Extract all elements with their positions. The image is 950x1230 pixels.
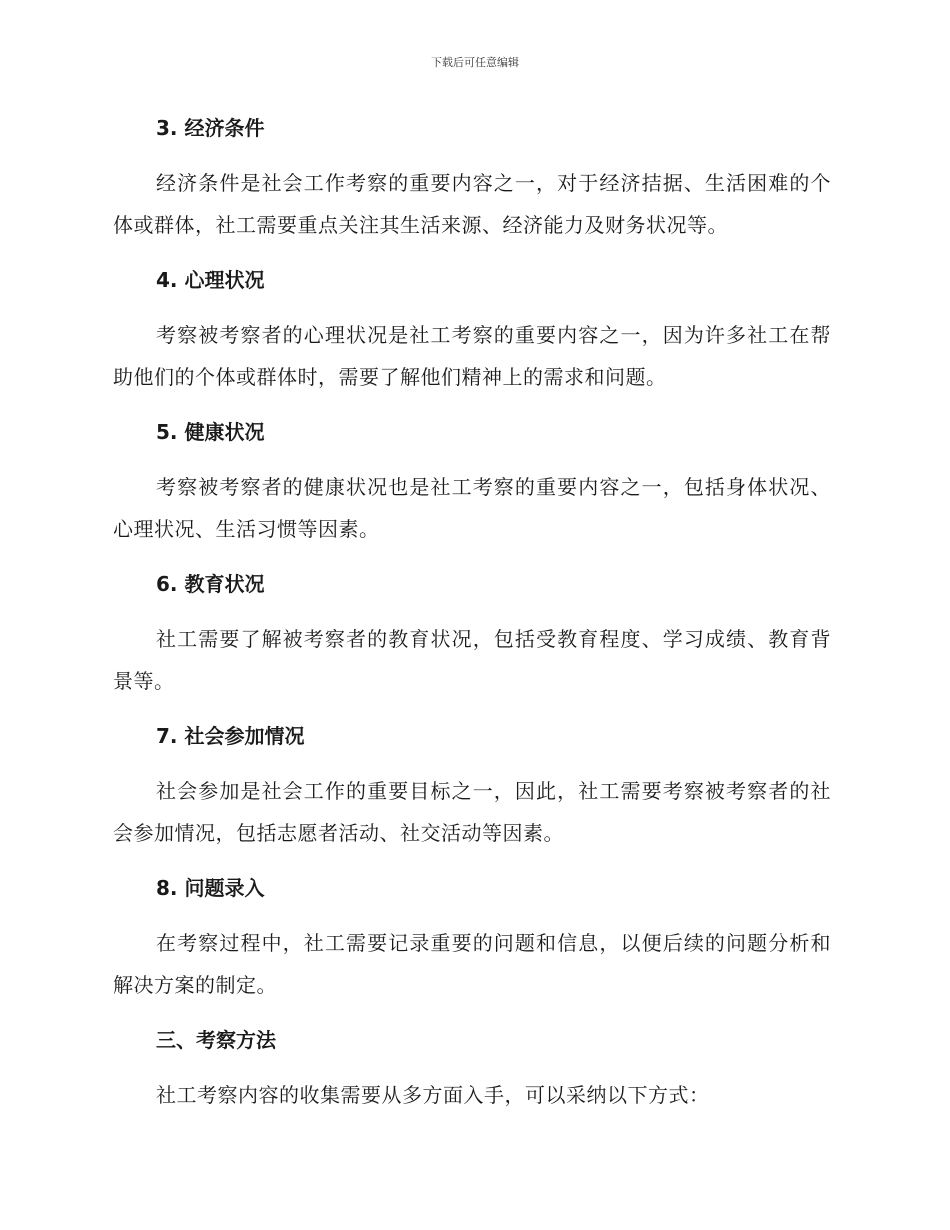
section-heading-problem-entry: 8. 问题录入: [156, 876, 265, 900]
section-body-economic: 经济条件是社会工作考察的重要内容之一，对于经济拮据、生活困难的个体或群体，社工需要重点关注其生活来源、经济能力及财务状况等。: [113, 171, 831, 237]
section-heading-education: 6. 教育状况: [156, 572, 265, 596]
section-heading-methods: 三、考察方法: [156, 1028, 276, 1052]
section-heading-health: 5. 健康状况: [156, 420, 265, 444]
section-body-methods: 社工考察内容的收集需要从多方面入手，可以采纳以下方式：: [156, 1083, 710, 1107]
section-body-social-participation: 社会参加是社会工作的重要目标之一，因此，社工需要考察被考察者的社会参加情况，包括志愿者活动、社交活动等因素。: [113, 779, 831, 845]
section-body-psychological: 考察被考察者的心理状况是社工考察的重要内容之一，因为许多社工在帮助他们的个体或群体时，需要了解他们精神上的需求和问题。: [113, 323, 831, 389]
section-body-problem-entry: 在考察过程中，社工需要记录重要的问题和信息，以便后续的问题分析和解决方案的制定。: [113, 931, 831, 997]
section-body-education: 社工需要了解被考察者的教育状况，包括受教育程度、学习成绩、教育背景等。: [113, 627, 831, 693]
section-heading-economic: 3. 经济条件: [156, 116, 265, 140]
document-body: [113, 108, 831, 1130]
section-heading-social-participation: 7. 社会参加情况: [156, 724, 305, 748]
section-body-health: 考察被考察者的健康状况也是社工考察的重要内容之一，包括身体状况、心理状况、生活习惯等因素。: [113, 475, 831, 541]
section-heading-psychological: 4. 心理状况: [156, 268, 265, 292]
page-header: 下载后可任意编辑: [431, 56, 519, 69]
